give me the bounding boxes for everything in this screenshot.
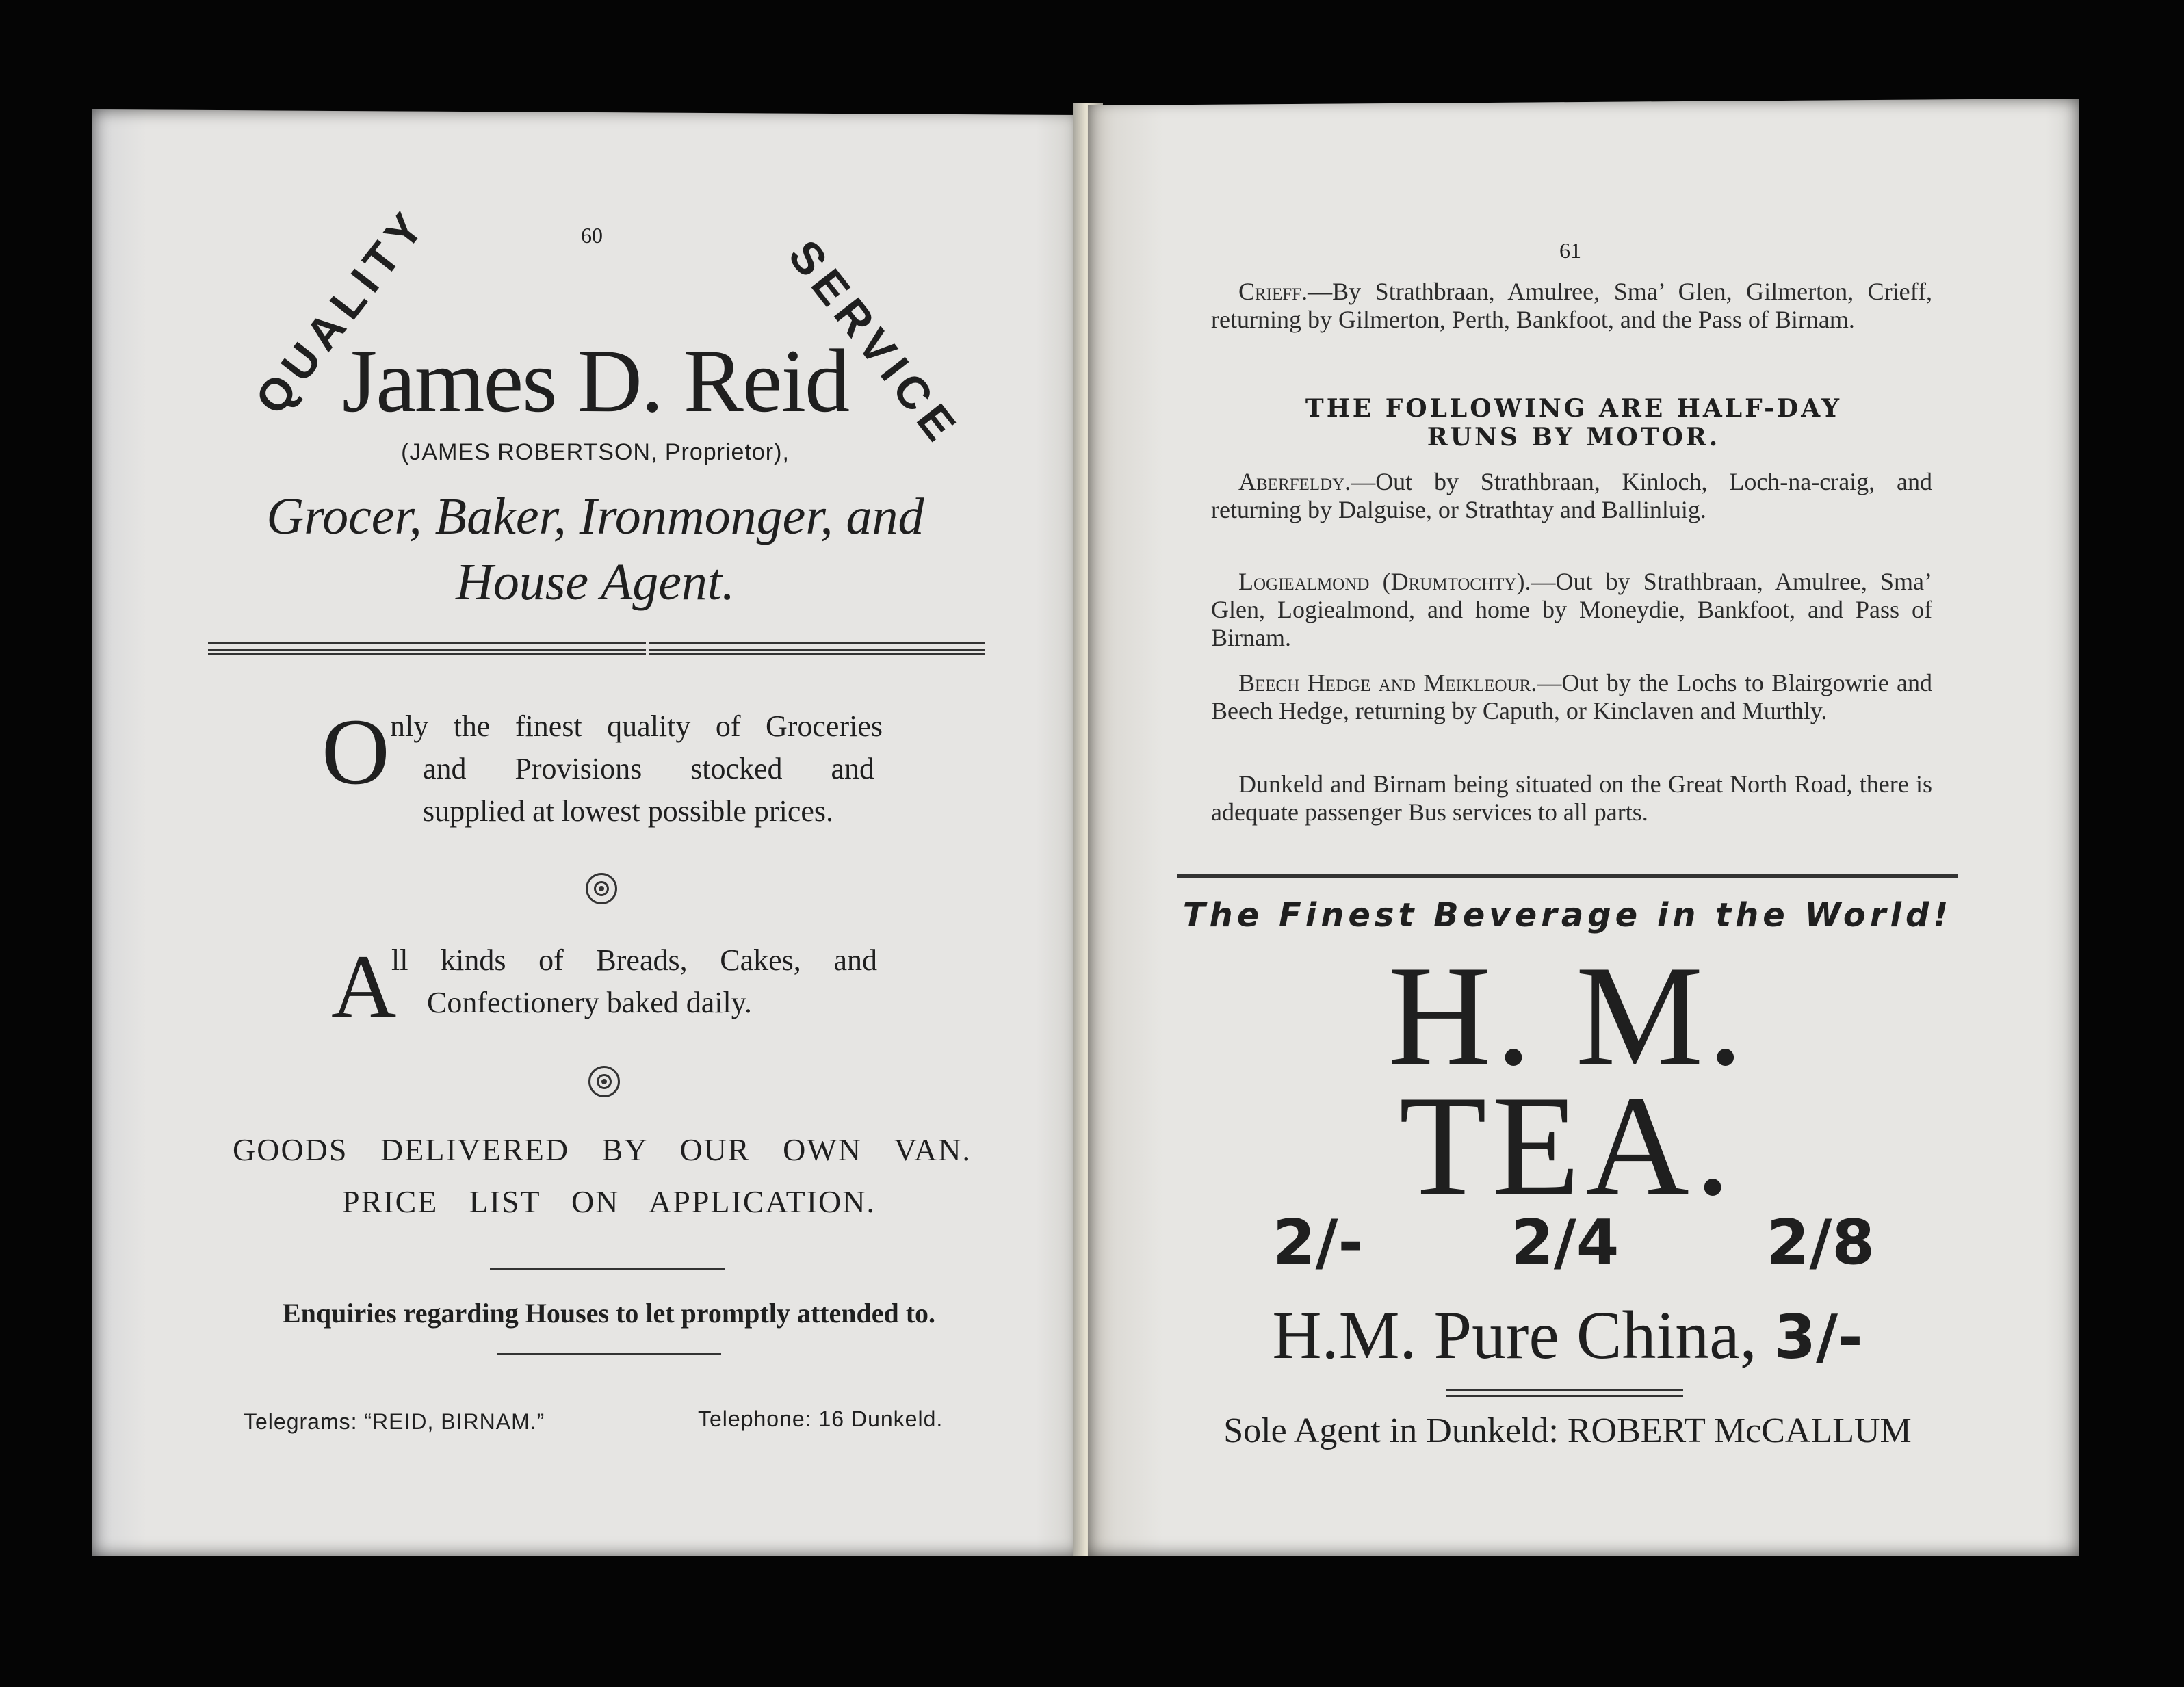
divider: [497, 1353, 721, 1355]
route-aberfeldy: [1211, 468, 1932, 524]
brand-line-hm: H. M.: [1388, 937, 1747, 1095]
pure-china-price: 3/-: [1773, 1302, 1863, 1372]
price-item: 2/8: [1766, 1207, 1875, 1279]
tea-tagline: The Finest Beverage in the World!: [1182, 896, 1953, 934]
drop-cap: A: [331, 936, 397, 1036]
page-number-right: 61: [1559, 238, 1581, 263]
groceries-text-line: and Provisions stocked and: [423, 752, 874, 785]
price-list-notice: PRICE LIST ON APPLICATION.: [342, 1184, 876, 1219]
telephone-info: Telephone: 16 Dunkeld.: [698, 1407, 944, 1431]
telegrams-info: Telegrams: “REID, BIRNAM.”: [244, 1409, 545, 1434]
price-row: [1273, 1207, 1875, 1279]
note-text: Dunkeld and Birnam being situated on the Great North Road, there is adequate passenger Bus services to all parts.: [1211, 770, 1932, 826]
proprietor-line: (JAMES ROBERTSON, Proprietor),: [401, 439, 790, 465]
trades-line-2: House Agent.: [455, 553, 736, 611]
delivery-notice: GOODS DELIVERED BY OUR OWN VAN.: [233, 1132, 972, 1167]
enquiries-notice: Enquiries regarding Houses to let promptly attended to.: [282, 1298, 936, 1329]
sole-agent-line: Sole Agent in Dunkeld: ROBERT McCALLUM: [1223, 1411, 1912, 1450]
price-item: 2/4: [1511, 1207, 1620, 1279]
breads-text-line: ll kinds of Breads, Cakes, and: [391, 943, 877, 977]
route-description: —Out by Strathbraan, Kinloch, Loch-na-craig, and returning by Dalguise, or Strathtay and Ballinluig.: [1211, 468, 1932, 523]
drop-cap: O: [322, 699, 390, 804]
divider: [490, 1268, 725, 1270]
bus-services-note: [1211, 770, 1932, 826]
route-description: —By Strathbraan, Amulree, Sma’ Glen, Gilmerton, Crieff, returning by Gilmerton, Perth, Bankfoot, and the Pass of Birnam.: [1211, 278, 1932, 333]
route-title: Logiealmond (Drumtochty).: [1238, 568, 1531, 595]
pure-china-label: H.M. Pure China,: [1272, 1297, 1757, 1373]
groceries-text-line: nly the finest quality of Groceries: [390, 709, 883, 743]
rose-ornament-icon: [586, 873, 617, 904]
route-title: Crieff.: [1238, 278, 1308, 305]
pure-china-line: [1177, 1296, 1958, 1374]
heading-line: THE FOLLOWING ARE HALF-DAY: [1305, 394, 1843, 423]
ornamental-rule: [208, 642, 646, 655]
heading-line: RUNS BY MOTOR.: [1427, 423, 1721, 452]
page-number-left: 60: [581, 223, 603, 248]
half-day-heading: [1279, 394, 1868, 452]
route-title: Aberfeldy.: [1238, 468, 1351, 495]
ornamental-rule: [649, 642, 985, 655]
brand-line-tea: TEA.: [1399, 1067, 1737, 1225]
service-arc-text: SERVICE: [779, 231, 970, 456]
double-divider: [1446, 1389, 1683, 1397]
route-description: —Out by the Lochs to Blairgowrie and Beech Hedge, returning by Caputh, or Kinclaven and Murthly.: [1211, 669, 1932, 724]
price-item: 2/-: [1273, 1207, 1364, 1279]
section-divider: [1177, 874, 1958, 878]
rose-ornament-icon: [588, 1066, 620, 1097]
route-logiealmond: [1211, 568, 1932, 652]
left-page: [92, 109, 1081, 1556]
route-description: —Out by Strathbraan, Amulree, Sma’ Glen, Logiealmond, and home by Moneydie, Bankfoot, and Pass of Birnam.: [1211, 568, 1933, 651]
quality-arc-text: QUALITY: [245, 198, 437, 423]
business-name: James D. Reid: [341, 330, 849, 431]
route-crieff: [1211, 278, 1932, 334]
groceries-text-line: supplied at lowest possible prices.: [423, 794, 834, 828]
route-beech-hedge: [1211, 669, 1932, 725]
breads-text-line: Confectionery baked daily.: [427, 986, 752, 1019]
route-title: Beech Hedge and Meikleour.: [1238, 669, 1537, 696]
trades-line-1: Grocer, Baker, Ironmonger, and: [266, 488, 924, 545]
